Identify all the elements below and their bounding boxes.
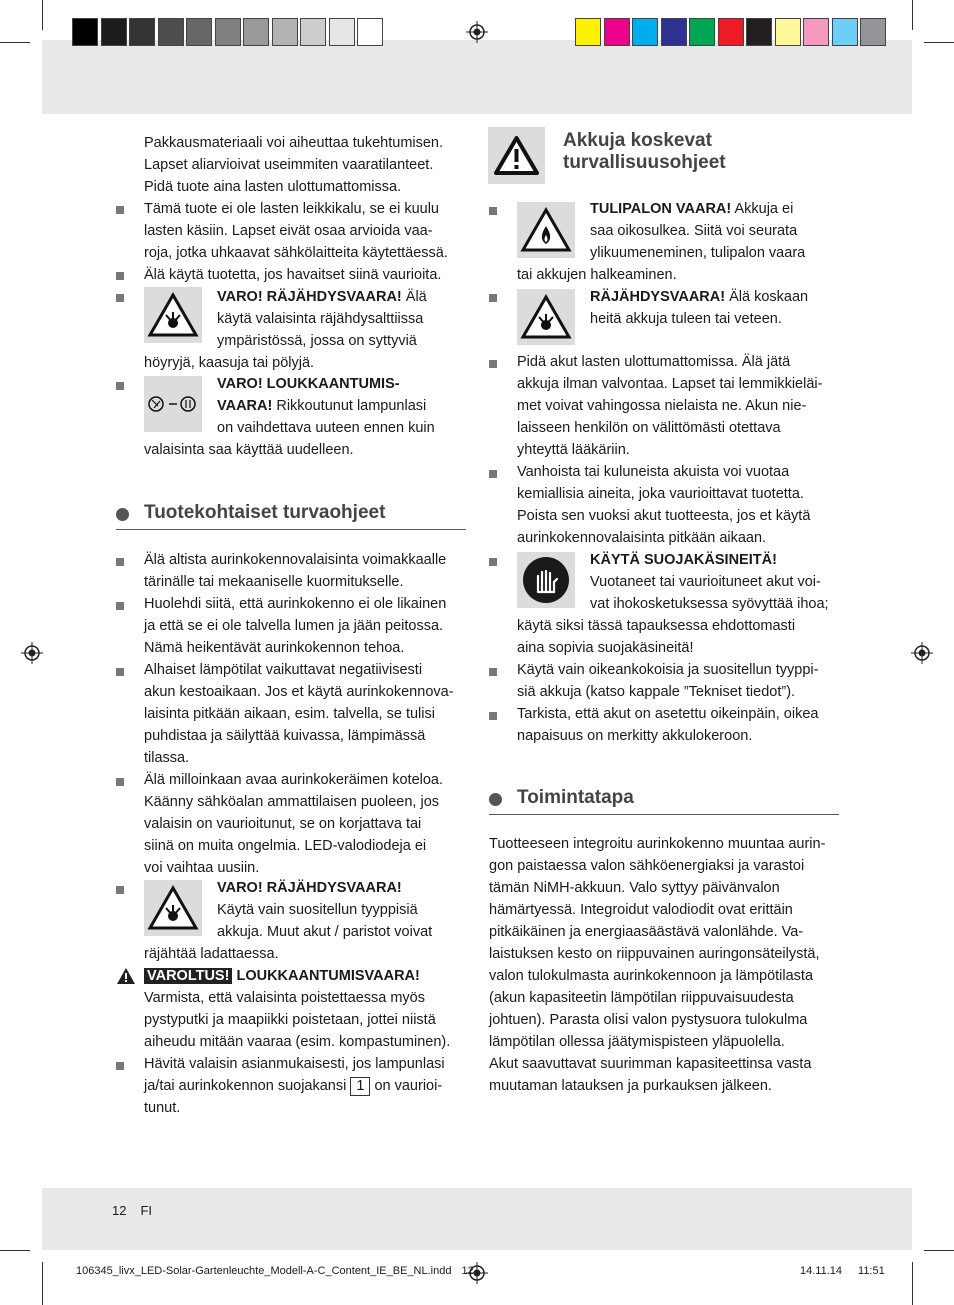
- bullet-icon: [116, 602, 124, 610]
- top-band: [42, 40, 912, 114]
- bullet-icon: [489, 294, 497, 302]
- battery-safety-icon-box: [488, 127, 545, 184]
- bullet-icon: [116, 382, 124, 390]
- bottom-band: [42, 1188, 912, 1250]
- color-swatch: [243, 18, 269, 46]
- toy-warning-text: Tämä tuote ei ole lasten leikkikalu, se ei kuulu lasten käsiin. Lapset eivät osaa arvioida vaa- roja, jotka uhkaavat sähkölaitteita käytettäessä.: [144, 201, 448, 261]
- caution-triangle-icon: [116, 967, 136, 985]
- print-timestamp: 14.11.14 11:51: [800, 1265, 885, 1277]
- protective-gloves-icon: [517, 552, 575, 608]
- explosion-hazard-text: RÄJÄHDYSVAARA! Älä koskaan heitä akkuja tuleen tai veteen.: [590, 289, 809, 327]
- housing-text: Älä milloinkaan avaa aurinkokeräimen koteloa. Käänny sähköalan ammattilaisen puoleen, jos valaisin on vaurioitunut, se on korjattava tai siinä on muita ongelmia. LED-valodiodeja ei voi vaihtaa uusiin.: [144, 772, 444, 876]
- section-bullet-icon: [489, 793, 502, 806]
- bullet-icon: [116, 668, 124, 676]
- color-swatch: [775, 18, 801, 46]
- color-swatch: [215, 18, 241, 46]
- color-swatch: [661, 18, 687, 46]
- color-swatch: [718, 18, 744, 46]
- bullet-icon: [116, 294, 124, 302]
- bullet-icon: [489, 360, 497, 368]
- section-bullet-icon: [116, 508, 129, 521]
- color-swatch: [101, 18, 127, 46]
- crop-mark: [912, 0, 913, 30]
- battery-explosion-text-cont: räjähtää ladattaessa.: [144, 946, 279, 962]
- bullet-icon: [489, 558, 497, 566]
- color-swatch: [158, 18, 184, 46]
- warning-label: VAROLTUS!: [144, 968, 232, 984]
- registration-mark-icon: [911, 642, 933, 664]
- disposal-text: Hävitä valaisin asianmukaisesti, jos lampunlasi ja/tai aurinkokennon suojakansi 1 on vaurioi- tunut.: [144, 1056, 445, 1116]
- battery-explosion-text: VARO! RÄJÄHDYSVAARA! Käytä vain suositellun tyyppisiä akkuja. Muut akut / paristot voivat: [217, 880, 433, 940]
- color-swatch: [72, 18, 98, 46]
- fire-hazard-text-cont: tai akkujen halkeaminen.: [517, 267, 677, 283]
- registration-mark-icon: [21, 642, 43, 664]
- color-swatch: [357, 18, 383, 46]
- color-swatch: [832, 18, 858, 46]
- bullet-icon: [116, 206, 124, 214]
- section-heading-product-safety: Tuotekohtaiset turvaohjeet: [144, 502, 386, 523]
- packaging-warning-text: Pakkausmateriaali voi aiheuttaa tukehtumisen. Lapset aliarvioivat useimmiten vaaratilanteet. Pidä tuote aina lasten ulottumattomissa.: [144, 135, 444, 195]
- polarity-text: Tarkista, että akut on asetettu oikeinpäin, oikea napaisuus on merkitty akkulokeroon.: [517, 706, 819, 744]
- explosion-warning-icon: [517, 289, 575, 345]
- registration-mark-icon: [466, 21, 488, 43]
- heading-underline: [116, 529, 466, 530]
- gloves-text-cont: käytä siksi tässä tapauksessa ehdottomasti aina sopivia suojakäsineitä!: [517, 618, 796, 656]
- heading-underline: [489, 814, 839, 815]
- operation-paragraph: Tuotteeseen integroitu aurinkokenno muuntaa aurin- gon paistaessa valon sähköenergiaksi ja varastoi tämän NiMH-akkuun. Valo syttyy päivänvalon hämärtyessä. Integroidut valodiodit ovat erittäin pitkäikäinen ja energiaasäästävä valonlähde. Va- laistuksen kesto on riippuvainen auringonsäteilystä, valon tulokulmasta aurinkokennoon ja lämpötilasta (akun kapasiteetin lämpötilan riippuvaisuudesta johtuen). Parasta olisi valon pystysuora tulokulma lämpötilan ollessa jäätymispisteen yläpuolella. Akut saavuttavat suurimman kapasiteettinsa vasta muutaman latauksen ja purkauksen jälkeen.: [489, 836, 826, 1094]
- explosion-warning-icon: [144, 287, 202, 343]
- color-swatch: [860, 18, 886, 46]
- children-batteries-text: Pidä akut lasten ulottumattomissa. Älä jätä akkuja ilman valvontaa. Lapset tai lemmikkieläi- met voivat vahingossa nielaista ne. Akun nie- laisseen henkilön on välittömästi otettava yhteyttä lääkäriin.: [517, 354, 823, 458]
- fire-hazard-icon: [517, 202, 575, 258]
- bullet-icon: [116, 1062, 124, 1070]
- color-swatch: [575, 18, 601, 46]
- crop-mark: [924, 42, 954, 43]
- warning-triangle-icon: [488, 127, 545, 184]
- leaking-batteries-text: Vanhoista tai kuluneista akuista voi vuotaa kemiallisia aineita, joka vaurioittavat tuotetta. Poista sen vuoksi akut tuotteesta, jos et käytä aurinkokennovalaisinta pitkään aikaan.: [517, 464, 811, 546]
- bullet-icon: [116, 558, 124, 566]
- file-slug: 106345_livx_LED-Solar-Gartenleuchte_Modell-A-C_Content_IE_BE_NL.indd 12: [76, 1265, 474, 1277]
- crop-mark: [42, 1262, 43, 1305]
- crop-mark: [924, 1250, 954, 1251]
- color-swatch: [129, 18, 155, 46]
- part-number-box: 1: [350, 1077, 370, 1096]
- broken-glass-icon: [144, 376, 202, 432]
- bullet-icon: [489, 470, 497, 478]
- explosion-warning-icon-box: [517, 289, 575, 345]
- color-swatch: [632, 18, 658, 46]
- page-number: 12 FI: [112, 1203, 153, 1218]
- crop-mark: [0, 42, 30, 43]
- color-swatch: [300, 18, 326, 46]
- color-swatch: [272, 18, 298, 46]
- language-code: FI: [140, 1203, 153, 1218]
- injury-warning-text-cont: valaisinta saa käyttää uudelleen.: [144, 442, 354, 458]
- bullet-icon: [116, 778, 124, 786]
- color-swatch: [186, 18, 212, 46]
- bullet-icon: [489, 712, 497, 720]
- explosion-warning-text-cont: höyryjä, kaasuja tai pölyjä.: [144, 355, 315, 371]
- color-swatch: [689, 18, 715, 46]
- damage-warning-text: Älä käytä tuotetta, jos havaitset siinä vaurioita.: [144, 267, 442, 283]
- bullet-icon: [116, 886, 124, 894]
- color-swatch: [604, 18, 630, 46]
- crop-mark: [0, 1250, 30, 1251]
- explosion-warning-icon-box: [144, 287, 202, 343]
- crop-mark: [42, 0, 43, 30]
- section-heading-operation: Toimintatapa: [517, 787, 634, 808]
- cleanliness-text: Huolehdi siitä, että aurinkokenno ei ole likainen ja että se ei ole talvella lumen ja jään peitossa. Nämä heikentävät aurinkokennon tehoa.: [144, 596, 447, 656]
- battery-size-text: Käytä vain oikeankokoisia ja suositellun tyyppi- siä akkuja (katso kappale ”Tekniset tiedot”).: [517, 662, 819, 700]
- bullet-icon: [489, 668, 497, 676]
- vibration-text: Älä altista aurinkokennovalaisinta voimakkaalle tärinälle tai mekaaniselle kuormitukselle.: [144, 552, 447, 590]
- color-swatch: [329, 18, 355, 46]
- gloves-icon-box: [517, 552, 575, 608]
- section-heading-battery-safety: Akkuja koskevat turvallisuusohjeet: [563, 130, 726, 173]
- color-swatch: [746, 18, 772, 46]
- explosion-warning-icon: [144, 880, 202, 936]
- injury-warning-text: VARO! LOUKKAANTUMIS- VAARA! Rikkoutunut lampunlasi on vaihdettava uuteen ennen kuin: [217, 376, 435, 436]
- bullet-icon: [116, 272, 124, 280]
- explosion-warning-icon-box: [144, 880, 202, 936]
- temperature-text: Alhaiset lämpötilat vaikuttavat negatiivisesti akun kestoaikaan. Jos et käytä aurinkokennova- laisinta pitkään aikaan, esim. talvella, se tulisi puhdistaa ja säilyttää kuivassa, lämpimässä tilassa.: [144, 662, 454, 766]
- broken-lamp-icon-box: [144, 376, 202, 432]
- bullet-icon: [489, 207, 497, 215]
- gloves-text: KÄYTÄ SUOJAKÄSINEITÄ! Vuotaneet tai vaurioituneet akut voi- vat ihokosketuksessa syövyttää ihoa;: [590, 552, 829, 612]
- crop-mark: [912, 1262, 913, 1305]
- fire-hazard-icon-box: [517, 202, 575, 258]
- color-swatch: [803, 18, 829, 46]
- explosion-warning-text: VARO! RÄJÄHDYSVAARA! Älä käytä valaisinta räjähdysalttiissa ympäristössä, jossa on syttyviä: [217, 289, 427, 349]
- injury-risk-warning: VAROLTUS! LOUKKAANTUMISVAARA! Varmista, että valaisinta poistettaessa myös pystyputki ja maapiikki poistetaan, jottei niistä aiheudu mitään vaaraa (esim. kompastuminen).: [144, 968, 451, 1050]
- fire-hazard-text: TULIPALON VAARA! Akkuja ei saa oikosulkea. Siitä voi seurata ylikuumeneminen, tulipalon vaara: [590, 201, 806, 261]
